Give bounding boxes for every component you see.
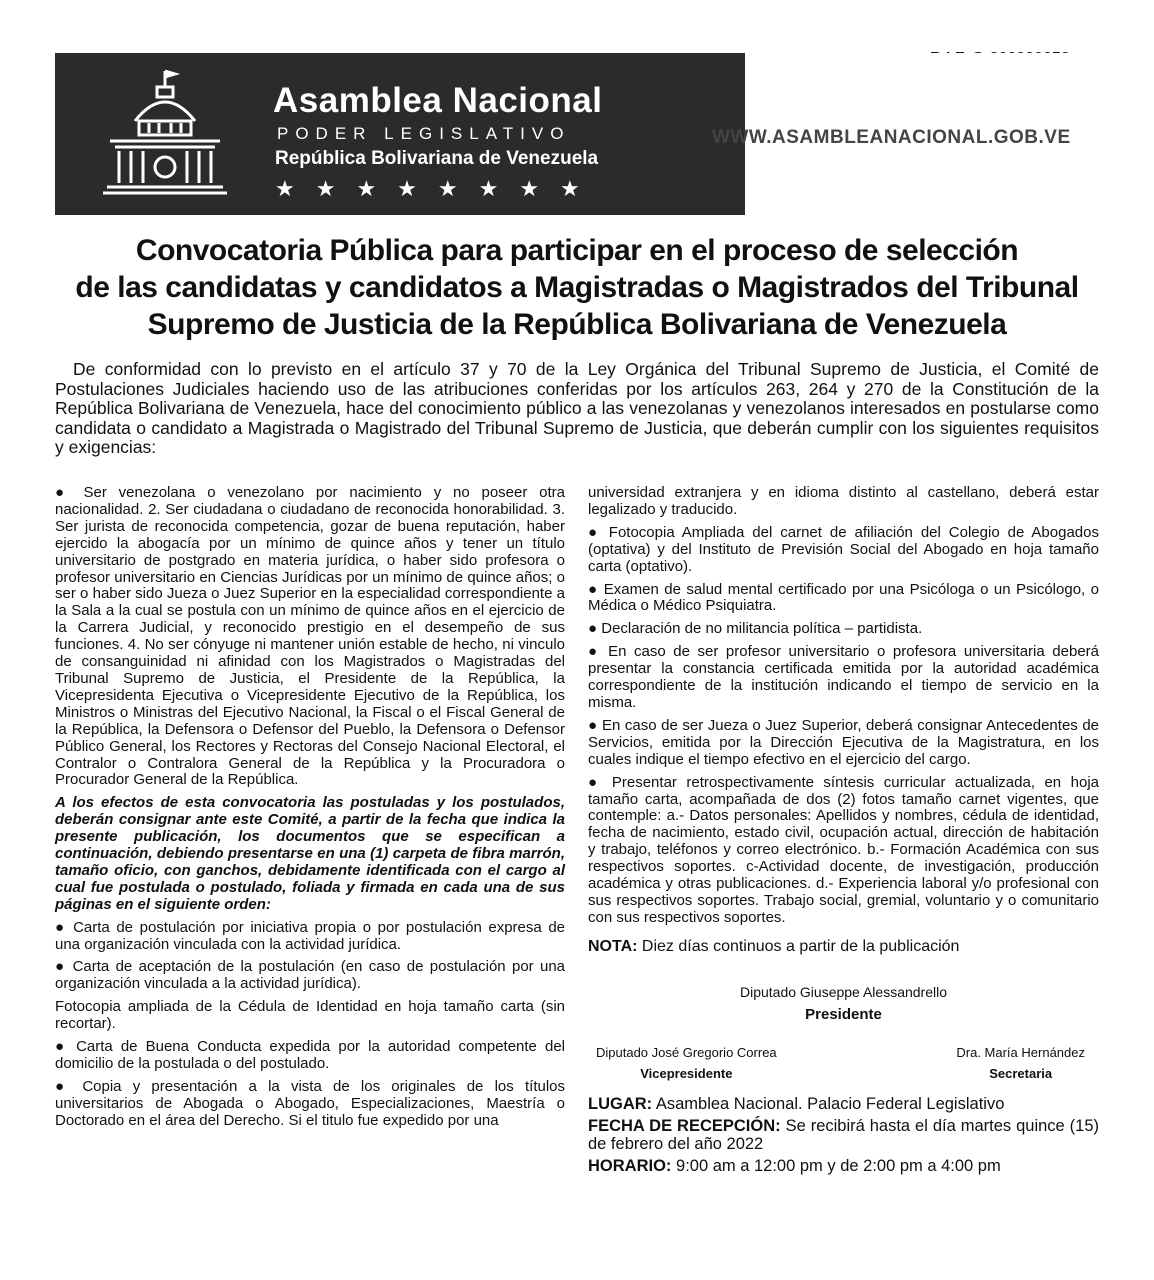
doc-continuation: universidad extranjera y en idioma distinto al castellano, deberá estar legalizado y traducido. — [588, 484, 1099, 518]
documents-intro: A los efectos de esta convocatoria las postuladas y los postulados, deberán consignar ante este Comité, a partir de la fecha que indica la presente publicación, los documentos que se especifican a continuación, debiendo presentarse en una (1) carpeta de fibra marrón, tamaño oficio, con ganchos, debidamente identificada con el cargo al cual fue postulada o postulado, foliada y firmada en cada una de sus páginas en el siguiente orden: — [55, 794, 565, 913]
bullet-icon: ● — [55, 484, 72, 501]
lugar — [588, 1095, 1099, 1113]
doc-item — [588, 525, 1099, 576]
bullet-icon: ● — [588, 523, 601, 541]
doc-item — [55, 1039, 565, 1073]
doc-item — [588, 621, 1099, 638]
doc-text: Carta de aceptación de la postulación (en caso de postulación por una organización vinculada a la actividad jurídica). — [55, 958, 566, 993]
bullet-icon: ● — [588, 643, 601, 661]
stars-row: ★★★★★★★★ — [275, 176, 601, 201]
signature-secretary — [956, 1045, 1085, 1083]
page-title — [40, 232, 1114, 343]
org-subtitle: PODER LEGISLATIVO — [277, 124, 571, 143]
bullet-icon: ● — [588, 773, 603, 791]
signature-vicepresident — [596, 1045, 777, 1083]
doc-item — [55, 920, 565, 954]
vicepresident-role: Vicepresidente — [640, 1066, 733, 1082]
doc-text: Fotocopia Ampliada del carnet de afiliación del Colegio de Abogados (optativa) y del Instituto de Previsión Social del Abogado en hoja tamaño carta (optativo). — [588, 523, 1099, 575]
signature-row — [588, 1045, 1099, 1083]
doc-text: Copia y presentación a la vista de los originales de los títulos universitarios de Abogada o Abogado, Especializaciones, Maestría o Doctorado en el área del Derecho. Si el titulo fue expedido por una — [55, 1077, 566, 1129]
vicepresident-name: Diputado José Gregorio Correa — [596, 1045, 777, 1061]
nota — [588, 939, 1099, 956]
doc-item — [55, 999, 565, 1033]
fecha-label: FECHA DE RECEPCIÓN: — [588, 1117, 781, 1136]
horario — [588, 1157, 1099, 1175]
doc-item — [588, 718, 1099, 769]
lugar-label: LUGAR: — [588, 1095, 653, 1114]
org-country: República Bolivariana de Venezuela — [275, 148, 599, 169]
lugar-text: Asamblea Nacional. Palacio Federal Legislativo — [655, 1095, 1005, 1114]
website-url: WWW.ASAMBLEANACIONAL.GOB.VE — [712, 127, 1071, 148]
nota-label: NOTA: — [588, 937, 638, 955]
bullet-icon: ● — [588, 716, 598, 734]
doc-text: Fotocopia ampliada de la Cédula de Identidad en hoja tamaño carta (sin recortar). — [55, 998, 565, 1033]
secretary-name: Dra. María Hernández — [956, 1045, 1085, 1061]
doc-text: En caso de ser Jueza o Juez Superior, deberá consignar Antecedentes de Servicios, emitida por la Dirección Ejecutiva de la Magistratura, en los cuales indique el tiempo efectivo en el ejercicio del cargo. — [588, 716, 1100, 768]
president-role: Presidente — [805, 1005, 882, 1023]
requirements-paragraph — [55, 485, 565, 789]
title-line-3: Supremo de Justicia de la República Bolivariana de Venezuela — [147, 308, 1007, 341]
left-column — [55, 485, 565, 1136]
doc-item — [588, 775, 1099, 927]
title-line-1: Convocatoria Pública para participar en el proceso de selección — [135, 234, 1019, 267]
doc-item — [588, 582, 1099, 616]
fecha-recepcion — [588, 1117, 1099, 1153]
bullet-icon: ● — [588, 580, 599, 598]
header-banner — [55, 53, 1101, 215]
doc-text: Examen de salud mental certificado por una Psicóloga o un Psicólogo, o Médica o Médico Psiquiatra. — [588, 580, 1099, 615]
doc-item — [588, 644, 1099, 712]
intro-paragraph: De conformidad con lo previsto en el artículo 37 y 70 de la Ley Orgánica del Tribunal Supremo de Justicia, el Comité de Postulaciones Judiciales haciendo uso de las atribuciones conferidas por los artículos 263, 264 y 270 de la Constitución de la República Bolivariana de Venezuela, hace del conocimiento público a las venezolanas y venezolanos interesados en postularse como candidata o candidato a Magistrada o Magistrado del Tribunal Supremo de Justicia, que deberán cumplir con los siguientes requisitos y exigencias: — [55, 359, 1099, 457]
doc-text: Carta de postulación por iniciativa propia o por postulación expresa de una organización vinculada con la actividad jurídica. — [55, 918, 566, 953]
capitol-building-logo — [95, 63, 235, 203]
doc-text: En caso de ser profesor universitario o profesora universitaria deberá presentar la constancia certificada emitida por la autoridad académica correspondiente de la institución indicando el tiempo de servicio en la misma. — [588, 643, 1099, 711]
horario-label: HORARIO: — [588, 1157, 672, 1176]
doc-text: Declaración de no militancia política – partidista. — [601, 620, 923, 638]
org-name: Asamblea Nacional — [273, 81, 603, 120]
doc-text: Carta de Buena Conducta expedida por la autoridad competente del domicilio de la postulada o del postulado. — [55, 1038, 565, 1072]
right-column — [588, 485, 1099, 1175]
secretary-role: Secretaria — [989, 1066, 1053, 1082]
doc-item — [55, 1079, 565, 1130]
signature-president — [588, 984, 1099, 1024]
doc-text: Presentar retrospectivamente síntesis curricular actualizada, en hoja tamaño carta, acompañada de dos (2) fotos tamaño carnet vigentes, que contemple: a.- Datos personales: Apellidos y nombres, cédula de identidad, fecha de nacimiento, estado civil, ocupación actual, dirección de habitación y trabajo, teléfonos y correo electrónico. b.- Formación Académica con sus respectivos soportes. c-Actividad docente, de investigación, producción académica y otras publicaciones. d.- Experiencia laboral y/o profesional con sus respectivos soportes. Trabajo social, gremial, voluntario y o comunitario con sus respectivos soportes. — [588, 773, 1099, 926]
bullet-icon: ● — [588, 620, 598, 638]
fecha-text: Se recibirá hasta el día martes quince (15) de febrero del año 2022 — [588, 1117, 1099, 1154]
doc-item — [55, 959, 565, 993]
horario-text: 9:00 am a 12:00 pm y de 2:00 pm a 4:00 pm — [676, 1157, 1001, 1176]
title-line-2: de las candidatas y candidatos a Magistradas o Magistrados del Tribunal — [75, 271, 1079, 304]
bullet-icon: ● — [55, 918, 67, 936]
bullet-icon: ● — [55, 958, 67, 976]
requirements-text: Ser venezolana o venezolano por nacimiento y no poseer otra nacionalidad. 2. Ser ciudadana o ciudadano de reconocida honorabilidad. 3. Ser jurista de reconocida competencia, gozar de buena reputación, haber ejercido la abogacía por un mínimo de quince años y tener un título universitario de postgrado en materia jurídica, o haber sido profesora o profesor universitario en Ciencias Jurídicas por un mínimo de quince años; o ser o haber sido Jueza o Juez Superior en la especialidad correspondiente a la Sala a la cual se postula con un mínimo de quince años en el ejercicio de la Carrera Judicial, y reconocido prestigio en el desempeño de sus funciones. 4. No ser cónyuge ni mantener unión estable de hecho, ni vinculo de consanguinidad ni afinidad con los Magistrados o Magistradas del Tribunal Supremo de Justicia, el Presidente de la República, la Vicepresidenta Ejecutiva o Vicepresidente Ejecutivo de la República, los Ministros o Ministras del Ejecutivo Nacional, la Fiscal o el Fiscal General de la República, la Defensora o Defensor del Pueblo, la Defensora o Defensor Público General, los Rectores y Rectoras del Consejo Nacional Electoral, el Contralor o Contralora General de la República y la Procuradora o Procurador General de la República. — [55, 484, 566, 789]
bullet-icon: ● — [55, 1077, 72, 1095]
nota-text: Diez días continuos a partir de la publicación — [641, 937, 960, 955]
bullet-icon: ● — [55, 1038, 68, 1056]
president-name: Diputado Giuseppe Alessandrello — [739, 983, 948, 1000]
